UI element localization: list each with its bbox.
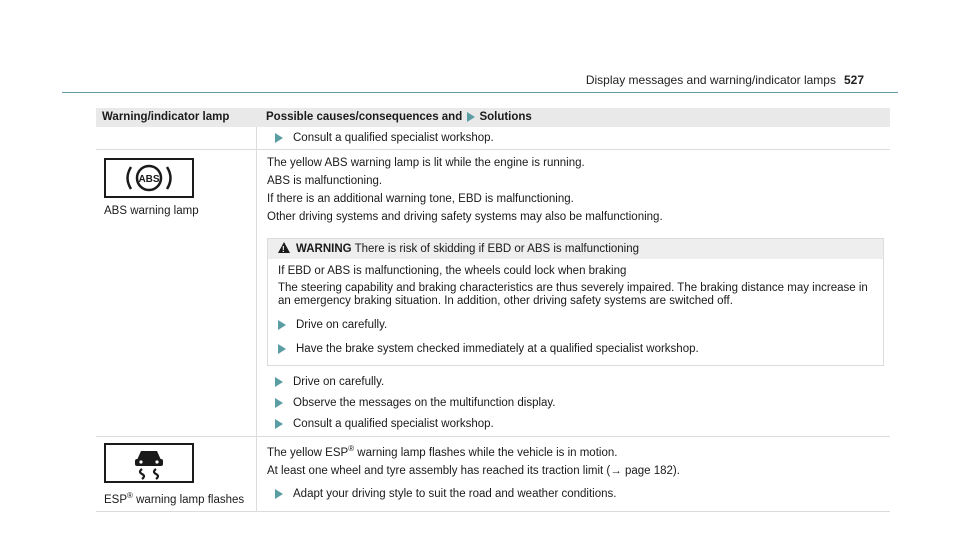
abs-lamp-label: ABS warning lamp <box>104 205 199 217</box>
page-header <box>586 73 864 87</box>
table-header-row <box>96 108 890 127</box>
abs-icon <box>119 163 179 193</box>
warning-box <box>267 238 884 366</box>
step-arrow-icon <box>278 320 286 330</box>
table-row-esp <box>96 437 890 512</box>
warning-title: WARNING <box>296 243 352 255</box>
step-arrow-icon <box>275 398 283 408</box>
warning-text-2: The steering capability and braking characteristics are thus severely impaired. The braking distance may increase in an emergency braking situation. In addition, other driving safety systems are switched off. <box>278 282 868 307</box>
warning-text-1: If EBD or ABS is malfunctioning, the wheels could lock when braking <box>278 265 627 277</box>
step-arrow-icon <box>278 344 286 354</box>
step-item: Drive on carefully. <box>275 374 890 390</box>
step-arrow-icon <box>275 489 283 499</box>
col-header-causes-text: Possible causes/consequences and <box>266 111 463 123</box>
header-title: Display messages and warning/indicator lamps <box>585 73 836 87</box>
warning-header <box>268 239 883 259</box>
header-rule <box>62 92 898 93</box>
esp-warning-lamp-icon <box>104 443 194 483</box>
col-header-lamp: Warning/indicator lamp <box>102 111 230 123</box>
solutions-arrow-icon <box>467 112 475 122</box>
esp-text-2: At least one wheel and tyre assembly has reached its traction limit (→ page 182). <box>267 464 680 477</box>
warning-triangle-icon <box>278 242 290 253</box>
step-arrow-icon <box>275 133 283 143</box>
step-item: Observe the messages on the multifunction display. <box>275 395 890 411</box>
abs-text-3: If there is an additional warning tone, EBD is malfunctioning. <box>267 193 574 205</box>
step-item: Consult a qualified specialist workshop. <box>275 130 890 146</box>
abs-warning-lamp-icon <box>104 158 194 198</box>
table-row <box>96 127 890 150</box>
page-number: 527 <box>843 73 864 87</box>
abs-icon-text: ABS <box>138 174 160 185</box>
esp-text-1: The yellow ESP® warning lamp flashes while the vehicle is in motion. <box>267 444 618 459</box>
skidding-car-icon <box>129 446 169 480</box>
step-item: Adapt your driving style to suit the road and weather conditions. <box>275 486 890 502</box>
abs-text-1: The yellow ABS warning lamp is lit while the engine is running. <box>267 157 585 169</box>
step-arrow-icon <box>275 377 283 387</box>
abs-text-2: ABS is malfunctioning. <box>267 175 383 187</box>
step-item: Have the brake system checked immediately at a qualified specialist workshop. <box>278 341 873 357</box>
warning-lamp-table <box>96 108 890 512</box>
warning-header-text: There is risk of skidding if EBD or ABS is malfunctioning <box>354 243 640 255</box>
abs-text-4: Other driving systems and driving safety systems may also be malfunctioning. <box>267 211 663 223</box>
esp-lamp-label: ESP® warning lamp flashes <box>104 491 245 506</box>
col-header-solutions-text: Solutions <box>479 111 532 123</box>
step-arrow-icon <box>275 419 283 429</box>
table-row-abs <box>96 150 890 437</box>
step-item: Drive on carefully. <box>278 317 873 333</box>
step-item: Consult a qualified specialist workshop. <box>275 416 890 432</box>
col-header-causes <box>256 108 890 127</box>
